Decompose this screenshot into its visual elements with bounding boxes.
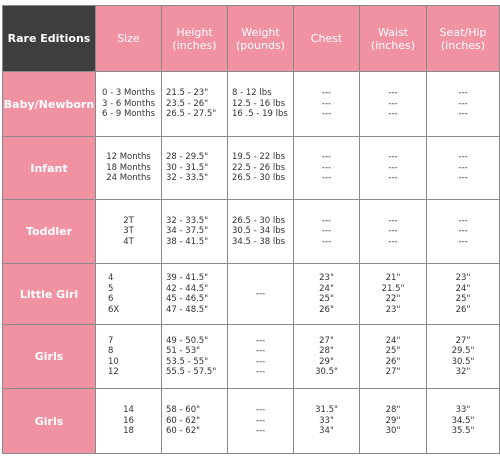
waist-cell <box>360 72 427 137</box>
height-column-header: Height (inches) <box>162 6 228 72</box>
cell-value: 38 - 41.5" <box>166 236 209 247</box>
cell-value: 23" <box>319 273 334 283</box>
cell-value: 39 - 41.5" <box>166 273 209 283</box>
chest-cell <box>294 72 360 137</box>
cell-value: 24" <box>319 283 334 294</box>
table-row <box>3 200 500 264</box>
cell-value: --- <box>255 335 266 346</box>
cell-value: --- <box>321 236 332 247</box>
cell-value: 42 - 44.5" <box>166 283 209 294</box>
cell-value: --- <box>388 88 398 99</box>
height-cell <box>162 264 228 325</box>
cell-value: 30.5 - 34 lbs <box>232 226 286 237</box>
cell-value: 22" <box>385 294 401 304</box>
cell-value: --- <box>388 236 398 247</box>
cell-value: 8 <box>108 346 114 356</box>
weight-cell <box>228 200 294 264</box>
cell-value: 25" <box>385 346 401 356</box>
cell-value: 45 - 46.5" <box>166 294 209 304</box>
row-group-label: Toddler <box>3 200 96 264</box>
height-cell <box>162 200 228 264</box>
waist-column-header: Waist (inches) <box>360 6 427 72</box>
cell-value: --- <box>458 98 468 109</box>
cell-value: --- <box>458 152 468 163</box>
table-row <box>3 72 500 137</box>
cell-value: 28 - 29.5" <box>166 152 209 163</box>
seat-hip-column-header: Seat/Hip (inches) <box>427 6 500 72</box>
cell-value: 33" <box>455 405 471 416</box>
header-row <box>3 6 500 72</box>
waist-cell <box>360 264 427 325</box>
row-group-label: Baby/Newborn <box>3 72 96 137</box>
chest-column-header: Chest <box>294 6 360 72</box>
cell-value: 3 - 6 Months <box>101 98 156 109</box>
waist-cell <box>360 200 427 264</box>
brand-header: Rare Editions <box>3 6 96 72</box>
cell-value: 58 - 60" <box>166 405 201 416</box>
cell-value: 12.5 - 16 lbs <box>232 98 286 109</box>
cell-value: --- <box>321 226 332 237</box>
size-column-header: Size <box>96 6 162 72</box>
row-group-label: Girls <box>3 325 96 389</box>
cell-value: 24" <box>385 335 401 346</box>
height-cell <box>162 325 228 389</box>
cell-value: 16 .5 - 19 lbs <box>232 109 288 120</box>
cell-value: --- <box>458 88 468 99</box>
chest-cell <box>294 389 360 454</box>
cell-value: 16 <box>123 415 134 426</box>
size-cell <box>96 72 162 137</box>
cell-value: --- <box>255 415 266 426</box>
cell-value: 32 - 33.5" <box>166 215 209 226</box>
cell-value: --- <box>388 173 398 184</box>
cell-value: 6X <box>108 304 120 315</box>
cell-value: 23" <box>385 304 401 315</box>
cell-value: --- <box>388 162 398 173</box>
cell-value: --- <box>388 152 398 163</box>
seat-hip-cell <box>427 264 500 325</box>
cell-value: 29" <box>385 415 401 426</box>
cell-value: 12 <box>108 367 119 377</box>
cell-value: 30.5" <box>315 367 338 377</box>
cell-value: 47 - 48.5" <box>166 304 209 315</box>
cell-value: --- <box>458 162 468 173</box>
cell-value: 27" <box>385 367 401 377</box>
table-row <box>3 389 500 454</box>
waist-cell <box>360 137 427 200</box>
cell-value: 30 - 31.5" <box>166 162 209 173</box>
cell-value: 21.5" <box>381 283 405 294</box>
cell-value: --- <box>321 152 332 163</box>
cell-value: 6 - 9 Months <box>101 109 156 120</box>
cell-value: --- <box>388 109 398 120</box>
cell-value: --- <box>458 226 468 237</box>
cell-value: --- <box>255 367 266 377</box>
cell-value: 29.5" <box>451 346 475 356</box>
size-cell <box>96 200 162 264</box>
height-cell <box>162 137 228 200</box>
weight-cell <box>228 264 294 325</box>
cell-value: 19.5 - 22 lbs <box>232 152 286 163</box>
seat-hip-cell <box>427 325 500 389</box>
cell-value: 6 <box>108 294 114 304</box>
seat-hip-cell <box>427 200 500 264</box>
cell-value: 7 <box>108 335 114 346</box>
cell-value: 32" <box>455 367 471 377</box>
cell-value: 28" <box>385 405 401 416</box>
cell-value: 8 - 12 lbs <box>232 88 272 99</box>
cell-value: 23" <box>455 273 471 283</box>
cell-value: 18 Months <box>106 162 151 173</box>
cell-value: 18 <box>123 426 134 437</box>
cell-value: 30.5" <box>451 356 475 367</box>
cell-value: 12 Months <box>106 152 151 163</box>
cell-value: --- <box>458 236 468 247</box>
height-cell <box>162 389 228 454</box>
cell-value: 21" <box>385 273 401 283</box>
weight-cell <box>228 389 294 454</box>
chest-cell <box>294 264 360 325</box>
cell-value: --- <box>321 98 332 109</box>
seat-hip-cell <box>427 72 500 137</box>
cell-value: 26.5 - 30 lbs <box>232 215 286 226</box>
table-row <box>3 325 500 389</box>
size-cell <box>96 389 162 454</box>
cell-value: 4 <box>108 273 114 283</box>
cell-value: 5 <box>108 283 114 294</box>
cell-value: 35.5" <box>451 426 475 437</box>
weight-column-header: Weight (pounds) <box>228 6 294 72</box>
cell-value: 53.5 - 55" <box>166 356 209 367</box>
cell-value: --- <box>321 215 332 226</box>
chest-cell <box>294 325 360 389</box>
cell-value: 49 - 50.5" <box>166 335 209 346</box>
cell-value: 34.5" <box>451 415 475 426</box>
weight-cell <box>228 325 294 389</box>
weight-cell <box>228 72 294 137</box>
cell-value: --- <box>255 288 266 299</box>
seat-hip-cell <box>427 137 500 200</box>
cell-value: 31.5" <box>315 405 338 416</box>
cell-value: --- <box>388 226 398 237</box>
cell-value: 4T <box>123 236 134 247</box>
size-chart-table <box>2 5 500 454</box>
cell-value: 32 - 33.5" <box>166 173 209 184</box>
cell-value: 33" <box>319 415 334 426</box>
size-cell <box>96 264 162 325</box>
cell-value: 0 - 3 Months <box>101 88 156 99</box>
cell-value: 21.5 - 23" <box>166 88 209 99</box>
cell-value: 24 Months <box>106 173 151 184</box>
cell-value: 24" <box>455 283 471 294</box>
cell-value: 34.5 - 38 lbs <box>232 236 286 247</box>
cell-value: 60 - 62" <box>166 415 201 426</box>
table-row <box>3 264 500 325</box>
cell-value: 60 - 62" <box>166 426 201 437</box>
waist-cell <box>360 325 427 389</box>
cell-value: 28" <box>319 346 334 356</box>
cell-value: 26" <box>455 304 471 315</box>
table-row <box>3 137 500 200</box>
cell-value: 30" <box>385 426 401 437</box>
cell-value: 27" <box>455 335 471 346</box>
cell-value: 25" <box>319 294 334 304</box>
cell-value: --- <box>458 215 468 226</box>
cell-value: 26.5 - 30 lbs <box>232 173 286 184</box>
chest-cell <box>294 137 360 200</box>
chest-cell <box>294 200 360 264</box>
cell-value: 23.5 - 26" <box>166 98 209 109</box>
cell-value: --- <box>321 162 332 173</box>
cell-value: 29" <box>319 356 334 367</box>
cell-value: 51 - 53" <box>166 346 201 356</box>
waist-cell <box>360 389 427 454</box>
cell-value: --- <box>321 173 332 184</box>
cell-value: --- <box>321 109 332 120</box>
cell-value: 14 <box>123 405 134 416</box>
cell-value: 3T <box>123 226 134 237</box>
weight-cell <box>228 137 294 200</box>
cell-value: 27" <box>319 335 334 346</box>
height-cell <box>162 72 228 137</box>
row-group-label: Girls <box>3 389 96 454</box>
cell-value: 26" <box>319 304 334 315</box>
cell-value: 26.5 - 27.5" <box>166 109 217 120</box>
cell-value: 10 <box>108 356 119 367</box>
cell-value: --- <box>255 426 266 437</box>
cell-value: 26" <box>385 356 401 367</box>
row-group-label: Little Girl <box>3 264 96 325</box>
cell-value: --- <box>458 109 468 120</box>
seat-hip-cell <box>427 389 500 454</box>
cell-value: --- <box>458 173 468 184</box>
cell-value: --- <box>255 356 266 367</box>
cell-value: --- <box>388 98 398 109</box>
cell-value: --- <box>255 346 266 356</box>
cell-value: --- <box>321 88 332 99</box>
size-cell <box>96 137 162 200</box>
cell-value: 2T <box>123 215 134 226</box>
cell-value: 22.5 - 26 lbs <box>232 162 286 173</box>
row-group-label: Infant <box>3 137 96 200</box>
size-cell <box>96 325 162 389</box>
cell-value: 55.5 - 57.5" <box>166 367 217 377</box>
cell-value: 34" <box>319 426 334 437</box>
cell-value: 34 - 37.5" <box>166 226 209 237</box>
cell-value: --- <box>255 405 266 416</box>
cell-value: 25" <box>455 294 471 304</box>
cell-value: --- <box>388 215 398 226</box>
